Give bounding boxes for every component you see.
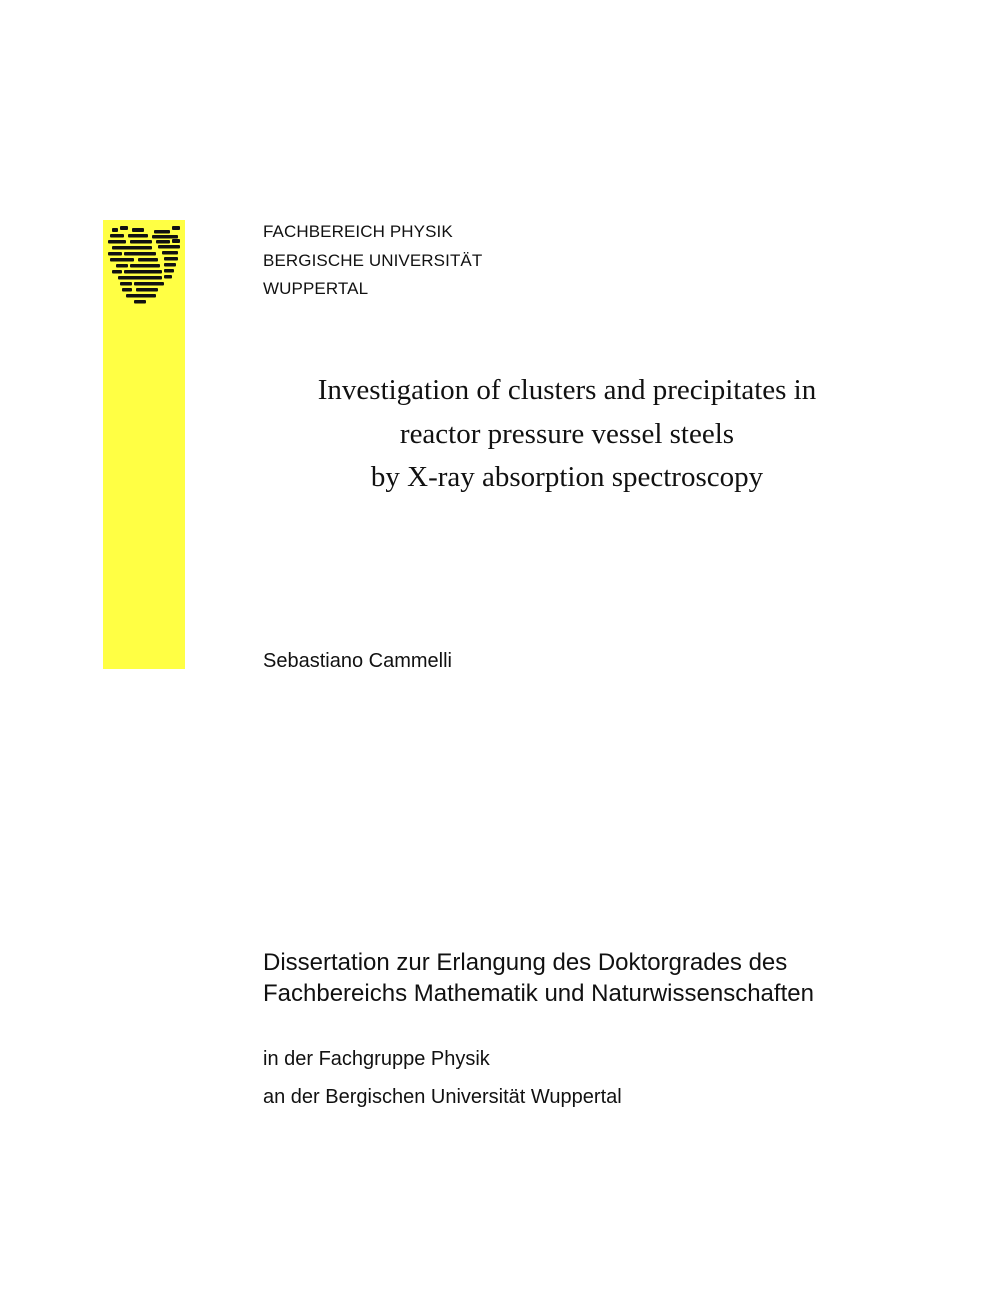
city-line: WUPPERTAL: [263, 279, 369, 298]
dissertation-statement: [263, 947, 814, 1009]
faculty-line: FACHBEREICH PHYSIK: [263, 222, 453, 241]
title-line: reactor pressure vessel steels: [399, 417, 735, 450]
wuppertal-lion-icon: [106, 224, 184, 306]
thesis-title: [263, 369, 871, 500]
dissertation-line: Dissertation zur Erlangung des Doktorgrades des: [263, 949, 788, 976]
title-line: by X-ray absorption spectroscopy: [370, 461, 764, 493]
group-line: an der Bergischen Universität Wuppertal: [263, 1086, 622, 1108]
group-line: in der Fachgruppe Physik: [263, 1048, 490, 1070]
title-line: Investigation of clusters and precipitates in: [317, 374, 817, 406]
department-group: [263, 1040, 622, 1116]
faculty-header: [263, 218, 482, 304]
university-line: BERGISCHE UNIVERSITÄT: [263, 250, 483, 270]
author-name: Sebastiano Cammelli: [263, 650, 452, 672]
dissertation-line: Fachbereichs Mathematik und Naturwissenschaften: [263, 980, 814, 1007]
